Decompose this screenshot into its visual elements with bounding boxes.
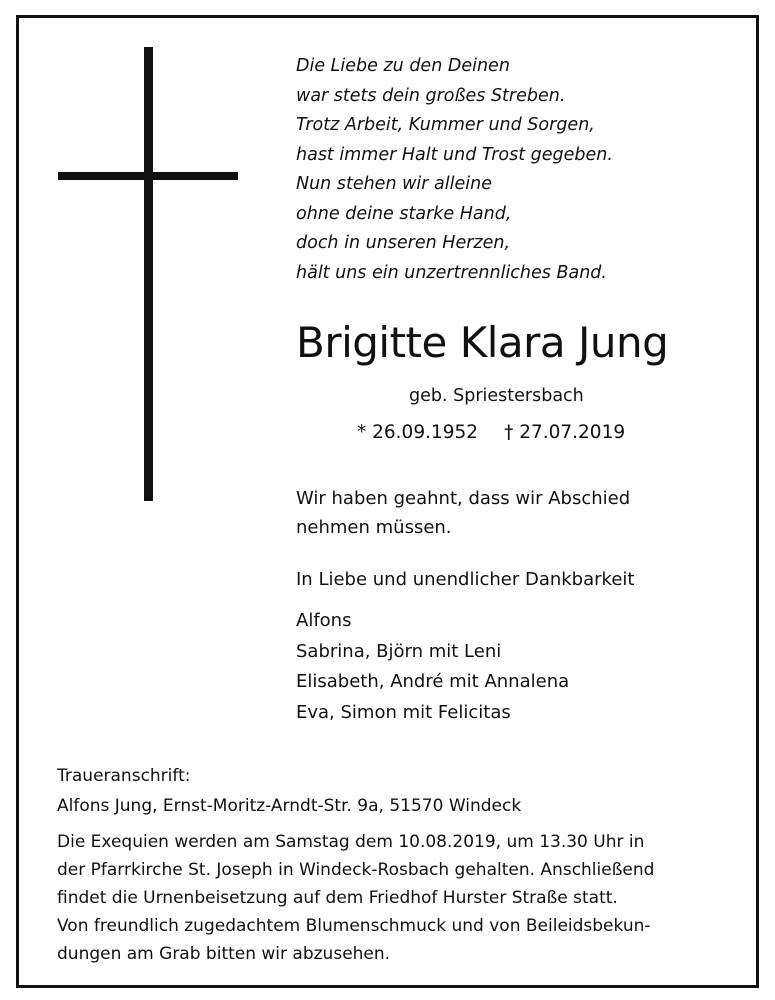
poem-line: ohne deine starke Hand, bbox=[296, 203, 512, 224]
notice-line: dungen am Grab bitten wir abzusehen. bbox=[57, 944, 391, 964]
birth-date: * 26.09.1952 bbox=[357, 422, 479, 443]
poem-line: Die Liebe zu den Deinen bbox=[296, 56, 510, 76]
maiden-name: geb. Spriestersbach bbox=[409, 386, 584, 406]
intro-line: Wir haben geahnt, dass wir Abschied bbox=[296, 488, 631, 509]
funeral-notice bbox=[57, 828, 654, 968]
poem-line: war stets dein großes Streben. bbox=[296, 85, 566, 106]
mourner-entry: Eva, Simon mit Felicitas bbox=[296, 701, 511, 723]
cross-horizontal-beam bbox=[58, 172, 238, 180]
poem-line: hast immer Halt und Trost gegeben. bbox=[296, 144, 613, 165]
notice-line: Die Exequien werden am Samstag dem 10.08.2019, um 13.30 Uhr in bbox=[57, 832, 645, 852]
mourners-list bbox=[296, 606, 569, 728]
poem-line: Trotz Arbeit, Kummer und Sorgen, bbox=[296, 115, 595, 135]
mourner-entry: Elisabeth, André mit Annalena bbox=[296, 671, 570, 692]
address-label: Traueranschrift: bbox=[57, 766, 191, 786]
mourner-entry: Sabrina, Björn mit Leni bbox=[296, 640, 502, 662]
life-dates bbox=[357, 422, 625, 443]
memorial-poem bbox=[296, 52, 613, 288]
mourner-entry: Alfons bbox=[296, 610, 352, 631]
notice-line: findet die Urnenbeisetzung auf dem Friedhof Hurster Straße statt. bbox=[57, 888, 618, 908]
cross-vertical-beam bbox=[144, 47, 153, 501]
notice-line: Von freundlich zugedachtem Blumenschmuck und von Beileidsbekun- bbox=[57, 916, 651, 936]
address-value: Alfons Jung, Ernst-Moritz-Arndt-Str. 9a, 51570 Windeck bbox=[57, 795, 522, 816]
closing-line: In Liebe und unendlicher Dankbarkeit bbox=[296, 569, 635, 590]
poem-line: Nun stehen wir alleine bbox=[296, 174, 492, 194]
mourning-address bbox=[57, 762, 521, 821]
deceased-name: Brigitte Klara Jung bbox=[296, 318, 669, 367]
poem-line: doch in unseren Herzen, bbox=[296, 233, 511, 253]
intro-text bbox=[296, 484, 630, 542]
notice-line: der Pfarrkirche St. Joseph in Windeck-Rosbach gehalten. Anschließend bbox=[57, 860, 655, 880]
death-date: † 27.07.2019 bbox=[504, 422, 626, 443]
poem-line: hält uns ein unzertrennliches Band. bbox=[296, 262, 607, 283]
intro-line: nehmen müssen. bbox=[296, 517, 452, 538]
